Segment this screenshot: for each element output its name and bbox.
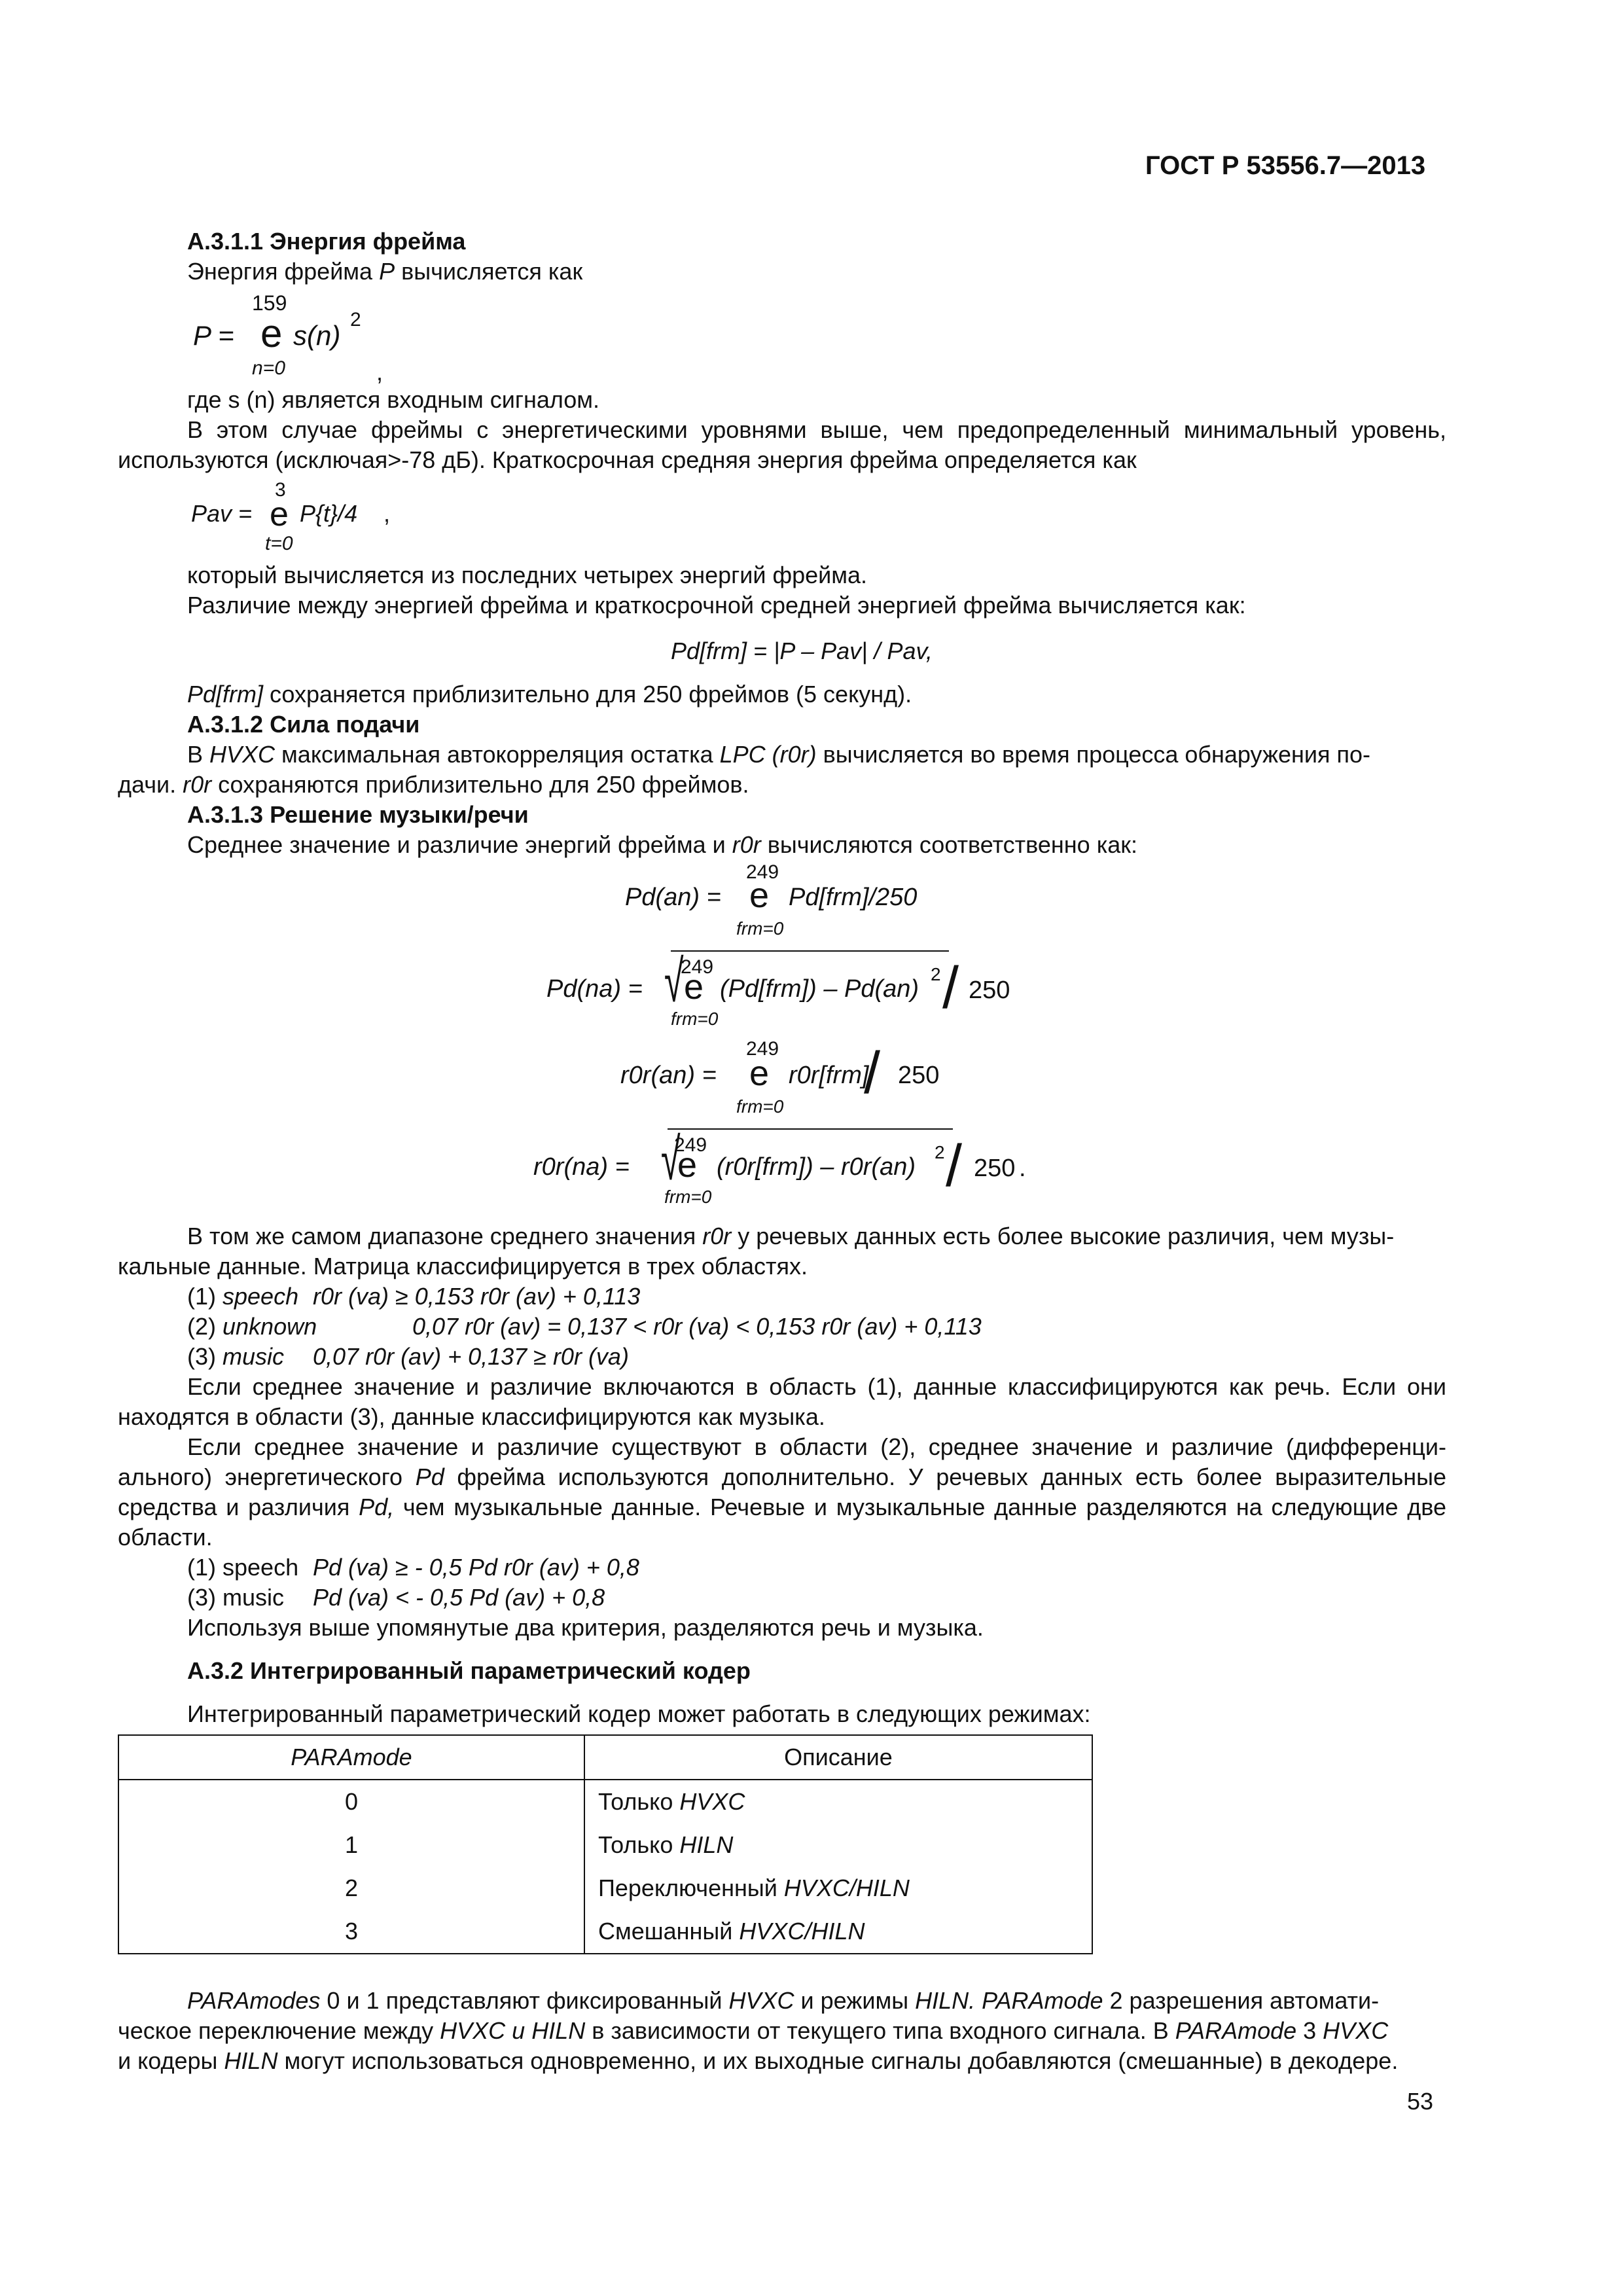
text-span: в зависимости от текущего типа входного сигнала. В (585, 2017, 1175, 2044)
sum-lower-limit: t=0 (265, 533, 293, 554)
where-clause: где s (n) является входным сигналом. (187, 386, 600, 413)
division-slash: / (942, 956, 959, 1021)
text-span: Pd, (359, 1494, 395, 1520)
equation-body: r0r[frm] (789, 1062, 869, 1089)
table-row (118, 1823, 1092, 1867)
text-span: вычисляются соответственно как: (760, 831, 1138, 858)
sum-lower-limit: frm=0 (736, 1096, 784, 1117)
radical-sign: √ (664, 949, 684, 1014)
mode-cell: 3 (118, 1910, 584, 1954)
description-cell (584, 1780, 1092, 1823)
text-span: у речевых данных есть более высокие различия, чем музы- (731, 1223, 1395, 1249)
text-span: (3) (187, 1343, 223, 1370)
text-span: и режимы (794, 1987, 916, 2014)
pd-criterion-speech-expr: Pd (va) ≥ - 0,5 Pd r0r (av) + 0,8 (313, 1554, 639, 1581)
music-speech-intro (187, 830, 1137, 860)
equation-body: Pd[frm]/250 (789, 884, 918, 911)
paragraph-min-level: В этом случае фреймы с энергетическими уровнями выше, чем предопределенный минимальный уровень, используются (исключая>-78 дБ). Краткосрочная средняя энергия фрейма определяется как (118, 416, 1446, 473)
text-span: Переключенный (598, 1874, 784, 1901)
page-number: 53 (1407, 2088, 1434, 2115)
last-four-energies: который вычисляется из последних четырех энергий фрейма. (187, 562, 868, 588)
text-span: music (223, 1343, 285, 1370)
sum-symbol: e (749, 876, 770, 915)
text-span: unknown (223, 1313, 317, 1340)
text-span: HVXC (209, 741, 276, 768)
section-heading-a312: А.3.1.2 Сила подачи (187, 711, 420, 738)
radical-bar (671, 950, 949, 952)
text-span: r0r (183, 771, 212, 798)
range-para-line1 (187, 1221, 1394, 1251)
text-span: LPC (r0r) (719, 741, 817, 768)
description-cell (584, 1867, 1092, 1910)
text-span: и кодеры (118, 2047, 224, 2074)
paragraph-region2 (118, 1432, 1446, 1552)
text-span: (1) (187, 1283, 223, 1310)
pitch-para-line2 (118, 770, 749, 800)
text-span: Энергия фрейма (187, 258, 380, 285)
equation-body: (Pd[frm]) – Pd(an) (720, 975, 919, 1003)
equation-divisor: 250 (974, 1155, 1016, 1182)
division-slash: / (864, 1041, 881, 1106)
equation-pd: Pd[frm] = |P – Pav| / Pav, (671, 637, 933, 664)
table-row (118, 1910, 1092, 1954)
text-span: вычисляется во время процесса обнаружения по- (816, 741, 1371, 768)
equation-lhs: r0r(na) = (533, 1153, 630, 1181)
modes-intro: Интегрированный параметрический кодер может работать в следующих режимах: (187, 1700, 1091, 1727)
text-span: вычисляется как (395, 258, 583, 285)
section-heading-a32: А.3.2 Интегрированный параметрический кодер (187, 1657, 751, 1684)
table-row (118, 1867, 1092, 1910)
final-para-line1 (187, 1986, 1379, 2016)
text-span: В (187, 741, 210, 768)
equation-divisor: 250 (969, 977, 1010, 1004)
criterion-speech (187, 1282, 298, 1312)
text-span: HILN (224, 2047, 278, 2074)
text-span: HVXC (728, 1987, 794, 2014)
mode-cell: 1 (118, 1823, 584, 1867)
equation-body: (r0r[frm]) – r0r(an) (717, 1153, 916, 1181)
text-span: Если среднее значение и различие существуют в области (2), среднее значение и различие (дифференци-ального) энергетического (118, 1433, 1446, 1490)
equation-punctuation: , (376, 359, 383, 386)
text-span: r0r (732, 831, 761, 858)
conclusion-line: Используя выше упомянутые два критерия, разделяются речь и музыка. (187, 1614, 984, 1641)
sum-lower-limit: frm=0 (671, 1009, 719, 1029)
sum-upper-limit: 159 (252, 291, 287, 315)
criterion-unknown (187, 1312, 317, 1342)
difference-intro: Различие между энергией фрейма и краткосрочной средней энергией фрейма вычисляется как: (187, 592, 1246, 619)
description-cell (584, 1910, 1092, 1954)
text-span: максимальная автокорреляция остатка (275, 741, 720, 768)
description-cell (584, 1823, 1092, 1867)
pitch-para-line1 (187, 740, 1370, 770)
text-span: дачи. (118, 771, 183, 798)
text-span: r0r (702, 1223, 732, 1249)
table-header-row (118, 1735, 1092, 1780)
text-span: чем музыкальные данные. Речевые и музыкальные данные разделяются на следующие две области. (118, 1494, 1446, 1551)
text-span: сохраняются приблизительно для 250 фреймов. (211, 771, 749, 798)
column-header-description: Описание (584, 1735, 1092, 1780)
text-span: В том же самом диапазоне среднего значения (187, 1223, 703, 1249)
final-para-line3 (118, 2046, 1398, 2076)
text-span: фрейма используются дополнительно. У речевых данных есть более выразительные средства и различия (118, 1463, 1446, 1520)
criterion-music (187, 1342, 284, 1372)
paramode-table (118, 1734, 1093, 1954)
equation-lhs: Pd(na) = (546, 975, 643, 1003)
section-heading-a311: А.3.1.1 Энергия фрейма (187, 228, 466, 255)
table-row (118, 1780, 1092, 1823)
sum-upper-limit: 3 (275, 479, 286, 501)
text-span: 2 разрешения автомати- (1103, 1987, 1380, 2014)
criterion-unknown-expr: 0,07 r0r (av) = 0,137 < r0r (va) < 0,153 r0r (av) + 0,113 (412, 1313, 982, 1340)
text-span: Pd[frm] (187, 681, 264, 708)
text-span: Только (598, 1831, 680, 1858)
equation-lhs: r0r(an) = (620, 1062, 717, 1089)
section-heading-a313: А.3.1.3 Решение музыки/речи (187, 801, 529, 828)
mode-cell: 2 (118, 1867, 584, 1910)
text-span: PARAmode (1175, 2017, 1297, 2044)
equation-lhs: P = (193, 320, 234, 351)
text-span: HVXC/HILN (739, 1918, 865, 1945)
pd-criterion-speech: (1) speech (187, 1554, 299, 1581)
text-span: HVXC и HILN (440, 2017, 586, 2044)
text-span: speech (223, 1283, 299, 1310)
sum-lower-limit: frm=0 (664, 1187, 712, 1207)
text-span: сохраняется приблизительно для 250 фреймов (5 секунд). (263, 681, 912, 708)
text-span: ческое переключение между (118, 2017, 440, 2044)
sum-upper-limit: 249 (674, 1134, 707, 1156)
equation-lhs: Pd(an) = (625, 884, 721, 911)
text-span: HVXC (1323, 2017, 1389, 2044)
sum-symbol: e (270, 495, 289, 533)
standard-number: ГОСТ Р 53556.7—2013 (1145, 151, 1426, 180)
equation-exponent: 2 (931, 964, 941, 984)
pd-saved-line (187, 679, 912, 709)
sum-upper-limit: 249 (746, 1038, 779, 1060)
text-span: HVXC (679, 1788, 745, 1815)
equation-punctuation: , (383, 500, 391, 527)
equation-body: s(n) (293, 320, 341, 351)
text-span: HILN. PARAmode (915, 1987, 1103, 2014)
equation-punctuation: . (1019, 1155, 1026, 1182)
sum-lower-limit: n=0 (252, 357, 285, 379)
equation-divisor: 250 (898, 1062, 940, 1089)
equation-exponent: 2 (935, 1142, 945, 1162)
pd-criterion-music-expr: Pd (va) < - 0,5 Pd (av) + 0,8 (313, 1584, 605, 1611)
text-span: (2) (187, 1313, 223, 1340)
sum-upper-limit: 249 (746, 861, 779, 883)
text-span: Только (598, 1788, 680, 1815)
text-span: PARAmodes (187, 1987, 321, 2014)
sum-upper-limit: 249 (681, 956, 714, 978)
paragraph-regions: Если среднее значение и различие включаются в область (1), данные классифицируются как речь. Если они находятся в области (3), данные классифицируются как музыка. (118, 1373, 1446, 1430)
frame-energy-intro (187, 257, 582, 287)
sum-symbol: e (749, 1054, 770, 1093)
equation-exponent: 2 (350, 309, 361, 331)
column-header-paramode: PARAmode (118, 1735, 584, 1780)
mode-cell: 0 (118, 1780, 584, 1823)
equation-body: P{t}/4 (300, 500, 358, 527)
division-slash: / (946, 1134, 963, 1199)
equation-lhs: Pav = (191, 500, 253, 527)
text-span: Среднее значение и различие энергий фрейма и (187, 831, 732, 858)
sum-symbol: e (684, 967, 704, 1007)
range-para-line2: кальные данные. Матрица классифицируется в трех областях. (118, 1253, 808, 1280)
text-span: HILN (679, 1831, 734, 1858)
sum-symbol: e (260, 312, 283, 355)
text-span: 0 и 1 представляют фиксированный (320, 1987, 729, 2014)
text-span: Смешанный (598, 1918, 740, 1945)
criterion-music-expr: 0,07 r0r (av) + 0,137 ≥ r0r (va) (313, 1343, 629, 1370)
radical-bar (668, 1128, 953, 1130)
text-span: 3 (1296, 2017, 1323, 2044)
sum-symbol: e (677, 1145, 698, 1185)
text-span: P (379, 258, 395, 285)
sum-lower-limit: frm=0 (736, 918, 784, 939)
text-span: могут использоваться одновременно, и их выходные сигналы добавляются (смешанные) в декодере. (277, 2047, 1399, 2074)
text-span: HVXC/HILN (783, 1874, 910, 1901)
radical-sign: √ (660, 1127, 681, 1193)
text-span: Pd (415, 1463, 444, 1490)
criterion-speech-expr: r0r (va) ≥ 0,153 r0r (av) + 0,113 (313, 1283, 641, 1310)
pd-criterion-music: (3) music (187, 1584, 285, 1611)
final-para-line2 (118, 2016, 1388, 2046)
